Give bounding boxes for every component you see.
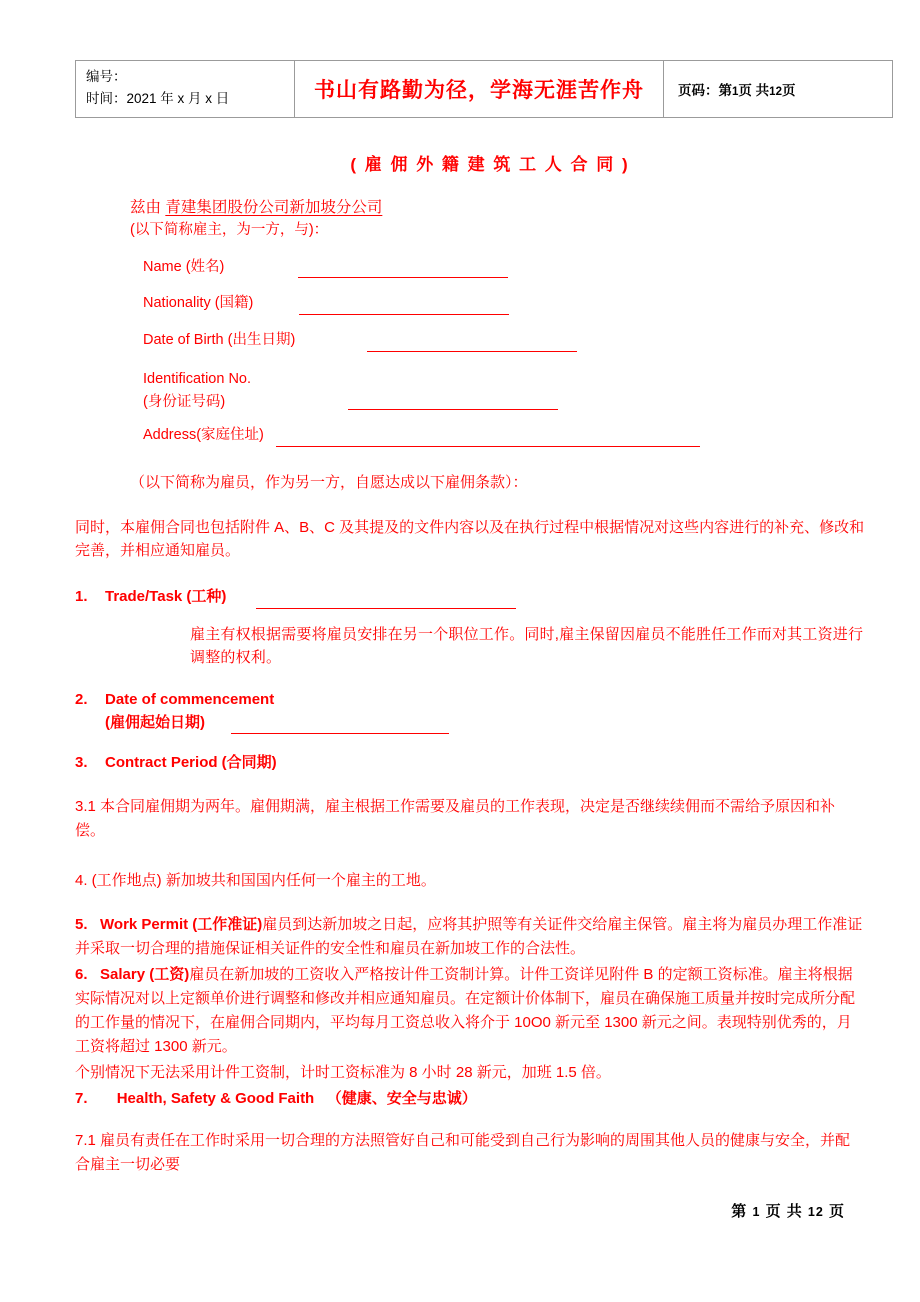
clause-2 <box>75 689 865 734</box>
field-input-identification[interactable] <box>348 409 558 410</box>
footer-prefix: 第 <box>731 1203 748 1220</box>
footer-suffix: 页 <box>828 1203 845 1220</box>
clause-2-title-cn: (雇佣起始日期) <box>105 713 205 731</box>
page-mid: 页 共 <box>738 82 770 98</box>
header-left-cell <box>76 61 295 118</box>
clause-6-title: Salary (工资) <box>100 965 190 983</box>
clause-1-input[interactable] <box>256 594 516 609</box>
clause-5-title: Work Permit (工作准证) <box>100 915 263 933</box>
footer-total: 12 <box>807 1205 824 1219</box>
clause-5-number: 5. <box>75 915 88 933</box>
field-row-nationality <box>143 293 865 315</box>
clause-1-title: Trade/Task (工种) <box>105 588 227 606</box>
field-row-address <box>143 425 865 447</box>
clause-7 <box>75 1087 865 1111</box>
clause-3 <box>75 752 865 775</box>
clause-7-title-cn: （健康、安全与忠诚） <box>326 1089 477 1107</box>
preamble-paragraph: 同时，本雇佣合同也包括附件 A、B、C 及其提及的文件内容以及在执行过程中根据情况对这些内容进行的补充、修改和完善，并相应通知雇员。 <box>75 518 865 559</box>
page-footer <box>0 1200 920 1221</box>
page-prefix: 第 <box>718 82 732 98</box>
clause-6-extra: 个别情况下无法采用计件工资制，计时工资标准为 8 小时 28 新元，加班 1.5 倍。 <box>75 1063 611 1081</box>
page-total: 12 <box>769 85 782 98</box>
field-label-address: Address(家庭住址) <box>143 426 264 443</box>
clause-7-title: Health, Safety & Good Faith <box>116 1089 315 1107</box>
clause-2-title-en: Date of commencement <box>105 691 275 709</box>
field-label-dob: Date of Birth (出生日期) <box>143 332 296 348</box>
employer-company: 青建集团股份公司新加坡分公司 <box>165 198 383 216</box>
code-label: 编号： <box>86 69 127 84</box>
field-label-name: Name (姓名) <box>143 258 225 275</box>
clause-1-number: 1. <box>75 588 88 606</box>
field-label-identification-en: Identification No. <box>143 370 252 387</box>
field-row-name <box>143 257 865 279</box>
header-table <box>75 60 893 118</box>
field-input-name[interactable] <box>298 262 508 278</box>
page-suffix: 页 <box>781 82 796 98</box>
employee-note: （以下简称为雇员，作为另一方，自愿达成以下雇佣条款）： <box>130 473 528 491</box>
clause-3-number: 3. <box>75 754 88 772</box>
page-label: 页码： <box>678 82 719 98</box>
clause-6-body: 雇员在新加坡的工资收入严格按计件工资制计算。计件工资详见附件 B 的定额工资标准。雇主将根据实际情况对以上定额单价进行调整和修改并相应通知雇员。在定额计价体制下，雇员在确保施工质量并按时完成所分配的工作量的情况下，在雇佣合同期内，平均每月工资总收入将介于 10O0 新元至 1300 新元之间。表现特别优秀的，月工资将超过 1300 新元。 <box>75 965 856 1055</box>
footer-current: 1 <box>752 1205 761 1219</box>
clause-7-number: 7. <box>75 1089 88 1107</box>
field-row-identification <box>143 369 865 413</box>
clause-6-number: 6. <box>75 965 88 983</box>
clause-5 <box>75 913 865 961</box>
header-row <box>76 61 893 118</box>
field-label-nationality: Nationality (国籍) <box>143 295 254 312</box>
field-row-dob <box>143 330 865 352</box>
employer-note: (以下简称雇主，为一方，与)： <box>130 221 329 238</box>
clause-2-titles <box>105 689 449 734</box>
header-motto: 书山有路勤为径，学海无涯苦作舟 <box>295 61 664 118</box>
clause-1-body: 雇主有权根据需要将雇员安排在另一个职位工作。同时,雇主保留因雇员不能胜任工作而对其工资进行调整的权利。 <box>190 625 864 666</box>
clause-2-input[interactable] <box>231 719 449 734</box>
zi-you-prefix: 兹由 <box>130 198 162 216</box>
page-header <box>75 60 847 118</box>
header-page-cell <box>664 61 893 118</box>
time-label: 时间：2021 年 x 月 x 日 <box>86 91 230 107</box>
document-body <box>75 152 865 1177</box>
clause-2-number: 2. <box>75 691 88 709</box>
page-current: 1 <box>732 85 739 98</box>
footer-mid: 页 共 <box>765 1203 803 1220</box>
field-input-address[interactable] <box>276 431 700 447</box>
employer-line <box>130 196 865 219</box>
clause-7-1: 7.1 雇员有责任在工作时采用一切合理的方法照管好自己和可能受到自己行为影响的周围其他人员的健康与安全，并配合雇主一切必要 <box>75 1131 851 1173</box>
field-label-identification-cn: (身份证号码) <box>143 393 226 410</box>
clause-4: 4. (工作地点) 新加坡共和国国内任何一个雇主的工地。 <box>75 871 436 889</box>
clause-1 <box>75 586 865 609</box>
clause-3-title: Contract Period (合同期) <box>105 754 277 772</box>
field-input-nationality[interactable] <box>299 299 509 315</box>
field-input-dob[interactable] <box>367 336 577 352</box>
clause-5-body: 雇员到达新加坡之日起，应将其护照等有关证件交给雇主保管。雇主将为雇员办理工作准证并采取一切合理的措施保证相关证件的安全性和雇员在新加坡工作的合法性。 <box>75 915 863 957</box>
clause-3-1: 3.1 本合同雇佣期为两年。雇佣期满，雇主根据工作需要及雇员的工作表现，决定是否继续续佣而不需给予原因和补偿。 <box>75 797 836 839</box>
document-title: ( 雇 佣 外 籍 建 筑 工 人 合 同 ) <box>350 155 630 174</box>
clause-6 <box>75 963 865 1059</box>
